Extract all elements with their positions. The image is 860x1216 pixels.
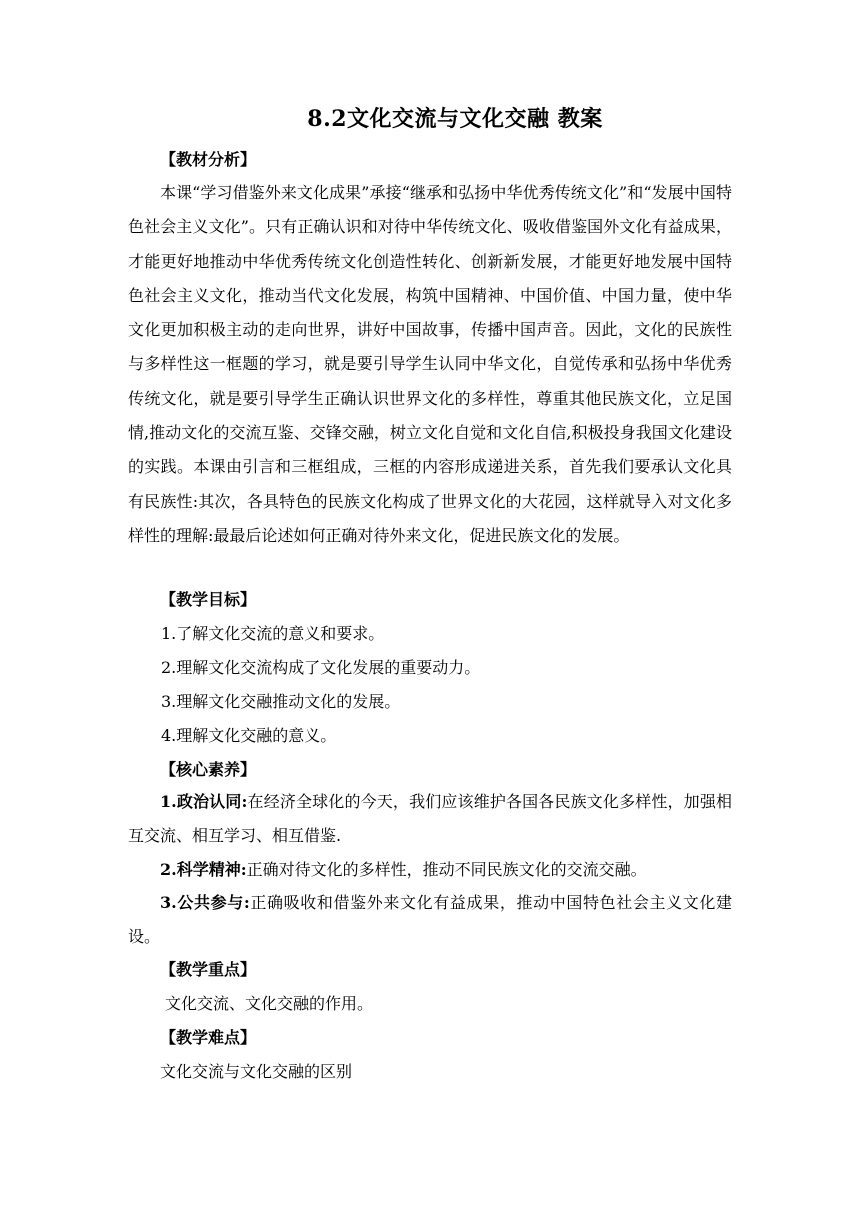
heading-key-points: 【教学重点】 [160, 960, 257, 979]
literacy-text-2: 正确对待文化的多样性，推动不同民族文化的交流交融。 [246, 860, 647, 879]
goal-item-3: 3.理解文化交融推动文化的发展。 [161, 692, 401, 711]
goal-item-1: 1.了解文化交流的意义和要求。 [161, 624, 385, 643]
goal-item-4: 4.理解文化交融的意义。 [161, 726, 337, 745]
heading-difficulties: 【教学难点】 [160, 1028, 257, 1047]
heading-literacy: 【核心素养】 [160, 760, 257, 779]
heading-goals: 【教学目标】 [160, 590, 257, 609]
goal-item-2: 2.理解文化交流构成了文化发展的重要动力。 [161, 658, 481, 677]
literacy-item-3 [128, 886, 732, 954]
heading-analysis: 【教材分析】 [160, 150, 257, 169]
literacy-text-1: 在经济全球化的今天，我们应该维护各国各民族文化多样性，加强相互交流、相互学习、相互借鉴. [128, 792, 732, 845]
literacy-item-1 [128, 785, 732, 853]
literacy-label-3: 3.公共参与: [160, 893, 250, 912]
analysis-paragraph: 本课“学习借鉴外来文化成果”承接“继承和弘扬中华优秀传统文化”和“发展中国特色社会主义文化”。只有正确认识和对待中华传统文化、吸收借鉴国外文化有益成果，才能更好地推动中华优秀传统文化创造性转化、创新新发展，才能更好地发展中国特色社会主义文化，推动当代文化发展，构筑中国精神、中国价值、中国力量，使中华文化更加积极主动的走向世界，讲好中国故事，传播中国声音。因此，文化的民族性与多样性这一框题的学习，就是要引导学生认同中华文化，自觉传承和弘扬中华优秀传统文化，就是要引导学生正确认识世界文化的多样性，尊重其他民族文化，立足国情,推动文化的交流互鉴、交锋交融，树立文化自觉和文化自信,积极投身我国文化建设的实践。本课由引言和三框组成，三框的内容形成递进关系，首先我们要承认文化具有民族性:其次，各具特色的民族文化构成了世界文化的大花园，这样就导入对文化多样性的理解:最最后论述如何正确对待外来文化，促进民族文化的发展。 [128, 183, 732, 545]
literacy-label-1: 1.政治认同: [160, 792, 248, 811]
literacy-text-3: 正确吸收和借鉴外来文化有益成果，推动中国特色社会主义文化建设。 [128, 893, 732, 946]
document-title: 8.2文化交流与文化交融 教案 [307, 106, 603, 132]
literacy-label-2: 2.科学精神: [160, 860, 247, 879]
literacy-item-2 [128, 853, 732, 887]
difficulties-text: 文化交流与文化交融的区别 [160, 1062, 353, 1081]
key-points-text: 文化交流、文化交融的作用。 [165, 994, 374, 1013]
